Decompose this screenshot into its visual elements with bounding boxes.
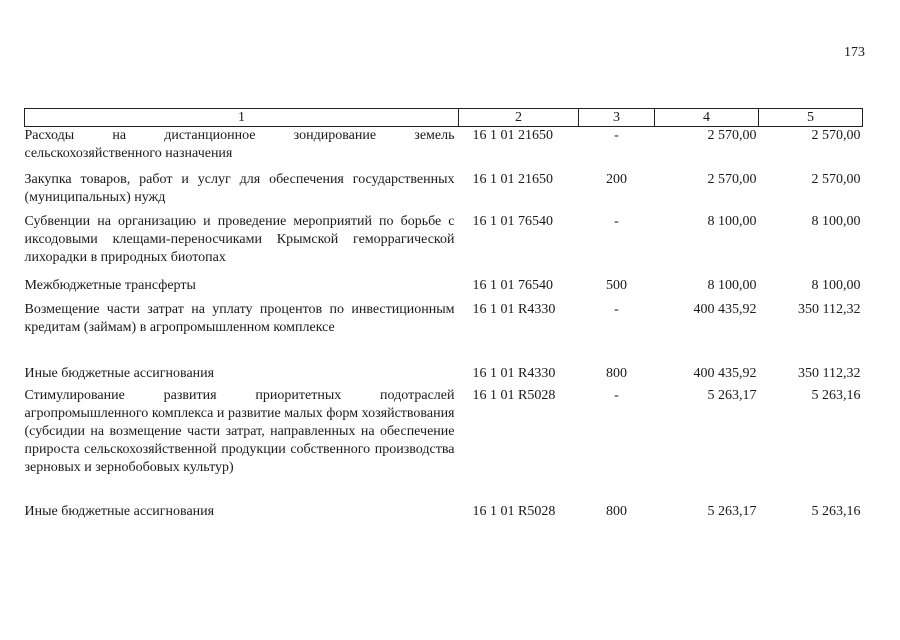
row-sum-col4: 8 100,00 [707,214,757,229]
table-row [25,501,863,523]
row-expense-type: 200 [606,172,627,187]
row-code: 16 1 01 R4330 [472,302,556,317]
row-code: 16 1 01 R4330 [472,366,556,381]
row-code: 16 1 01 21650 [472,128,553,143]
row-sum-col5: 8 100,00 [811,278,861,293]
row-sum-col5: 8 100,00 [811,214,861,229]
row-sum-col4: 5 263,17 [707,504,757,519]
row-expense-type: 800 [606,504,627,519]
row-code: 16 1 01 76540 [472,214,553,229]
row-expense-type: - [614,302,619,317]
table-header [25,109,863,127]
row-name: Закупка товаров, работ и услуг для обеспечения государственных (муниципальных) нужд [24,172,455,205]
row-sum-col4: 400 435,92 [693,302,757,317]
row-code: 16 1 01 R5028 [472,388,556,403]
row-name: Иные бюджетные ассигнования [24,366,215,381]
row-name: Расходы на дистанционное зондирование земель сельскохозяйственного назначения [24,128,455,161]
row-name: Стимулирование развития приоритетных подотраслей агропромышленного комплекса и развитие малых форм хозяйствования (субсидии на возмещение части затрат, направленных на обеспечение прироста сельскохозяйственной продукции собственного производства зерновых и зернобобовых культур) [24,388,455,475]
row-sum-col5: 2 570,00 [811,128,861,143]
header-col-3: 3 [579,109,655,127]
header-col-2: 2 [459,109,579,127]
table-row [25,295,863,357]
row-code: 16 1 01 R5028 [472,504,556,519]
row-expense-type: 500 [606,278,627,293]
row-expense-type: - [614,388,619,403]
row-code: 16 1 01 76540 [472,278,553,293]
row-sum-col4: 2 570,00 [707,128,757,143]
row-name: Субвенции на организацию и проведение мероприятий по борьбе с иксодовыми клещами-переносчиками Крымской геморрагической лихорадки в природных биотопах [24,214,455,265]
header-col-1: 1 [25,109,459,127]
table-row [25,269,863,295]
row-name: Иные бюджетные ассигнования [24,504,215,519]
header-row [25,109,863,127]
table-row [25,163,863,207]
table-row [25,207,863,269]
row-sum-col5: 5 263,16 [811,504,861,519]
row-sum-col5: 350 112,32 [798,366,861,381]
row-sum-col4: 400 435,92 [693,366,757,381]
table-row [25,385,863,501]
row-code: 16 1 01 21650 [472,172,553,187]
header-col-4: 4 [655,109,759,127]
row-expense-type: - [614,214,619,229]
table-row [25,127,863,164]
row-sum-col5: 5 263,16 [811,388,861,403]
row-expense-type: 800 [606,366,627,381]
page-number: 173 [844,45,865,60]
table-row [25,357,863,385]
table-body [25,127,863,524]
header-col-5: 5 [759,109,863,127]
row-sum-col5: 2 570,00 [811,172,861,187]
row-name: Межбюджетные трансферты [24,278,196,293]
row-sum-col4: 2 570,00 [707,172,757,187]
row-expense-type: - [614,128,619,143]
row-sum-col5: 350 112,32 [798,302,861,317]
row-sum-col4: 5 263,17 [707,388,757,403]
row-name: Возмещение части затрат на уплату процентов по инвестиционным кредитам (займам) в агропромышленном комплексе [24,302,455,335]
row-sum-col4: 8 100,00 [707,278,757,293]
budget-table [24,108,863,523]
